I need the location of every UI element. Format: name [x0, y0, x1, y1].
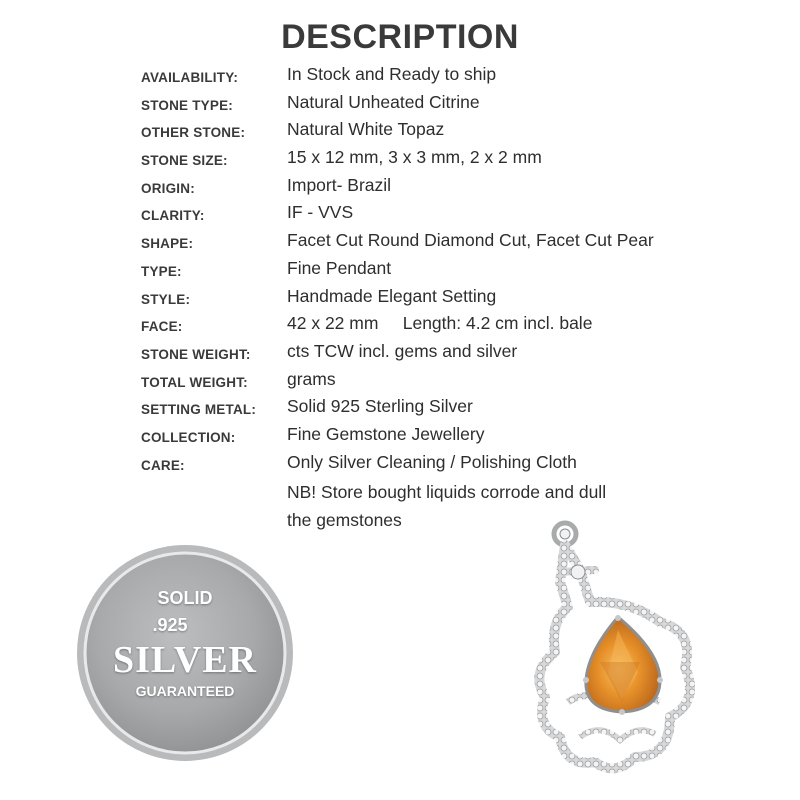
- spec-label: CARE:: [141, 457, 185, 473]
- spec-value: IF - VVS: [287, 202, 354, 223]
- spec-label: STONE TYPE:: [141, 97, 233, 113]
- spec-row-stone-weight: [141, 341, 761, 369]
- badge-silver-text: SILVER: [112, 639, 257, 681]
- spec-row-other-stone: [141, 119, 761, 147]
- spec-value: Fine Gemstone Jewellery: [287, 423, 485, 444]
- spec-row-stone-type: [141, 92, 761, 120]
- spec-label: FACE:: [141, 319, 183, 335]
- care-note-line-2: the gemstones: [287, 510, 402, 530]
- spec-row-collection: [141, 424, 761, 452]
- spec-value: Only Silver Cleaning / Polishing Cloth: [287, 451, 577, 472]
- spec-value: 15 x 12 mm, 3 x 3 mm, 2 x 2 mm: [287, 147, 542, 168]
- spec-label: OTHER STONE:: [141, 125, 246, 141]
- spec-row-total-weight: [141, 369, 761, 397]
- spec-value: Natural White Topaz: [287, 119, 445, 140]
- spec-label: CLARITY:: [141, 208, 205, 224]
- spec-row-setting-metal: [141, 396, 761, 424]
- spec-label: STONE SIZE:: [141, 153, 228, 169]
- spec-value: Import- Brazil: [287, 174, 392, 195]
- spec-row-type: [141, 258, 761, 286]
- spec-value: cts TCW incl. gems and silver: [287, 340, 518, 361]
- spec-value: Facet Cut Round Diamond Cut, Facet Cut Pear: [287, 230, 654, 251]
- spec-label: STONE WEIGHT:: [141, 346, 251, 362]
- spec-row-shape: [141, 230, 761, 258]
- spec-value: In Stock and Ready to ship: [287, 64, 497, 84]
- spec-value: Natural Unheated Citrine: [287, 91, 480, 112]
- spec-row-style: [141, 286, 761, 314]
- badge-solid-text: SOLID: [157, 588, 213, 608]
- spec-value: 42 x 22 mm Length: 4.2 cm incl. bale: [287, 313, 593, 334]
- spec-label: STYLE:: [141, 291, 191, 307]
- care-note-line-1: NB! Store bought liquids corrode and dull: [287, 482, 607, 502]
- spec-row-availability: [141, 64, 761, 92]
- spec-value: Fine Pendant: [287, 257, 392, 278]
- spec-label: COLLECTION:: [141, 429, 236, 445]
- spec-row-care: [141, 452, 761, 480]
- spec-label: SHAPE:: [141, 236, 194, 252]
- spec-row-stone-size: [141, 147, 761, 175]
- citrine-pendant-icon: [520, 512, 710, 787]
- spec-label: AVAILABILITY:: [141, 70, 239, 85]
- spec-value: grams: [287, 368, 336, 389]
- page-title: DESCRIPTION: [281, 18, 519, 56]
- badge-925-text: .925: [152, 615, 188, 635]
- spec-row-face: [141, 313, 761, 341]
- spec-row-origin: [141, 175, 761, 203]
- spec-row-clarity: [141, 202, 761, 230]
- spec-list: [141, 64, 761, 479]
- spec-label: SETTING METAL:: [141, 402, 257, 418]
- spec-label: ORIGIN:: [141, 180, 195, 196]
- spec-value: Solid 925 Sterling Silver: [287, 396, 473, 417]
- spec-label: TOTAL WEIGHT:: [141, 374, 248, 390]
- spec-value: Handmade Elegant Setting: [287, 285, 497, 306]
- spec-label: TYPE:: [141, 263, 182, 279]
- badge-guaranteed-text: GUARANTEED: [135, 683, 235, 699]
